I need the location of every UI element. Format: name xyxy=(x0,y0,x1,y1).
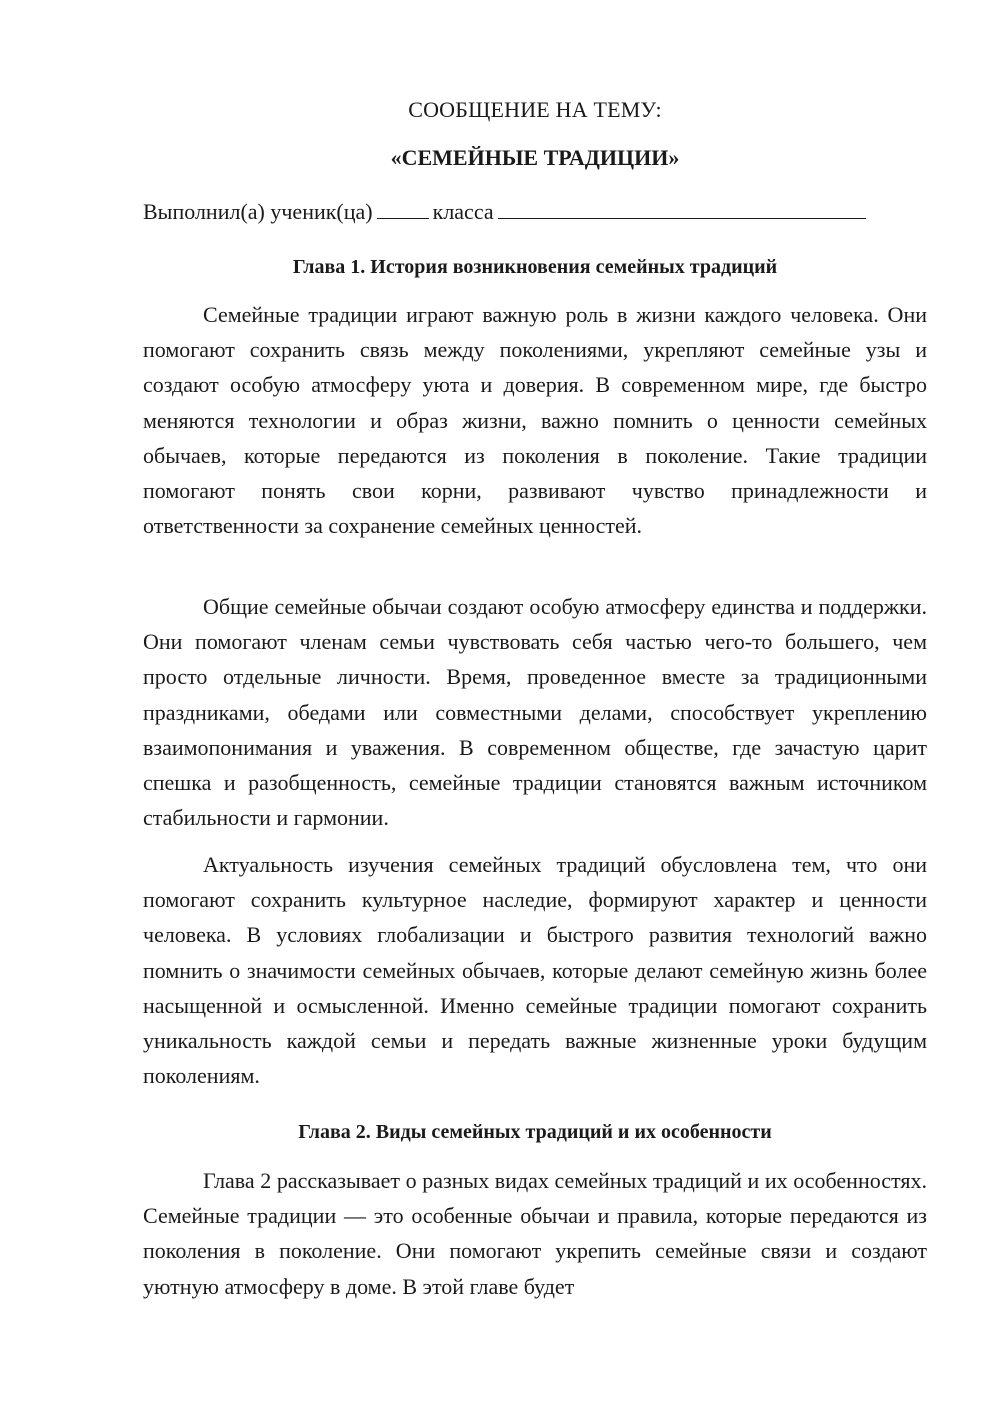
author-byline xyxy=(143,196,927,227)
chapter1-paragraph-3: Актуальность изучения семейных традиций обусловлена тем, что они помогают сохранить культурное наследие, формируют характер и ценности человека. В условиях глобализации и быстрого развития технологий важно помнить о значимости семейных обычаев, которые делают семейную жизнь более насыщенной и осмысленной. Именно семейные традиции помогают сохранить уникальность каждой семьи и передать важные жизненные уроки будущим поколениям. xyxy=(143,852,927,1089)
chapter2-paragraph-1: Глава 2 рассказывает о разных видах семейных традиций и их особенностях. Семейные традиции — это особенные обычаи и правила, которые передаются из поколения в поколение. Они помогают укрепить семейные связи и создают уютную атмосферу в доме. В этой главе будет xyxy=(143,1168,927,1299)
chapter1-paragraph-1: Семейные традиции играют важную роль в жизни каждого человека. Они помогают сохранить связь между поколениями, укрепляют семейные узы и создают особую атмосферу уюта и доверия. В современном мире, где быстро меняются технологии и образ жизни, важно помнить о ценности семейных обычаев, которые передаются из поколения в поколение. Такие традиции помогают понять свои корни, развивают чувство принадлежности и ответственности за сохранение семейных ценностей. xyxy=(143,302,927,539)
document-title-line1: СООБЩЕНИЕ НА ТЕМУ: xyxy=(408,97,662,122)
chapter1-heading: Глава 1. История возникновения семейных традиций xyxy=(292,256,778,278)
chapter1-paragraph-2: Общие семейные обычаи создают особую атмосферу единства и поддержки. Они помогают членам семьи чувствовать себя частью чего-то большего, чем просто отдельные личности. Время, проведенное вместе за традиционными праздниками, обедами или совместными делами, способствует укреплению взаимопонимания и уважения. В современном обществе, где зачастую царит спешка и разобщенность, семейные традиции становятся важным источником стабильности и гармонии. xyxy=(143,594,927,831)
document-title-line2: «СЕМЕЙНЫЕ ТРАДИЦИИ» xyxy=(390,145,680,170)
name-blank-line[interactable] xyxy=(498,196,866,219)
grade-blank-line[interactable] xyxy=(377,196,429,219)
byline-class-label: класса xyxy=(432,199,494,224)
chapter2-heading: Глава 2. Виды семейных традиций и их особенности xyxy=(298,1121,772,1143)
byline-student-label: Выполнил(а) ученик(ца) xyxy=(143,199,373,224)
